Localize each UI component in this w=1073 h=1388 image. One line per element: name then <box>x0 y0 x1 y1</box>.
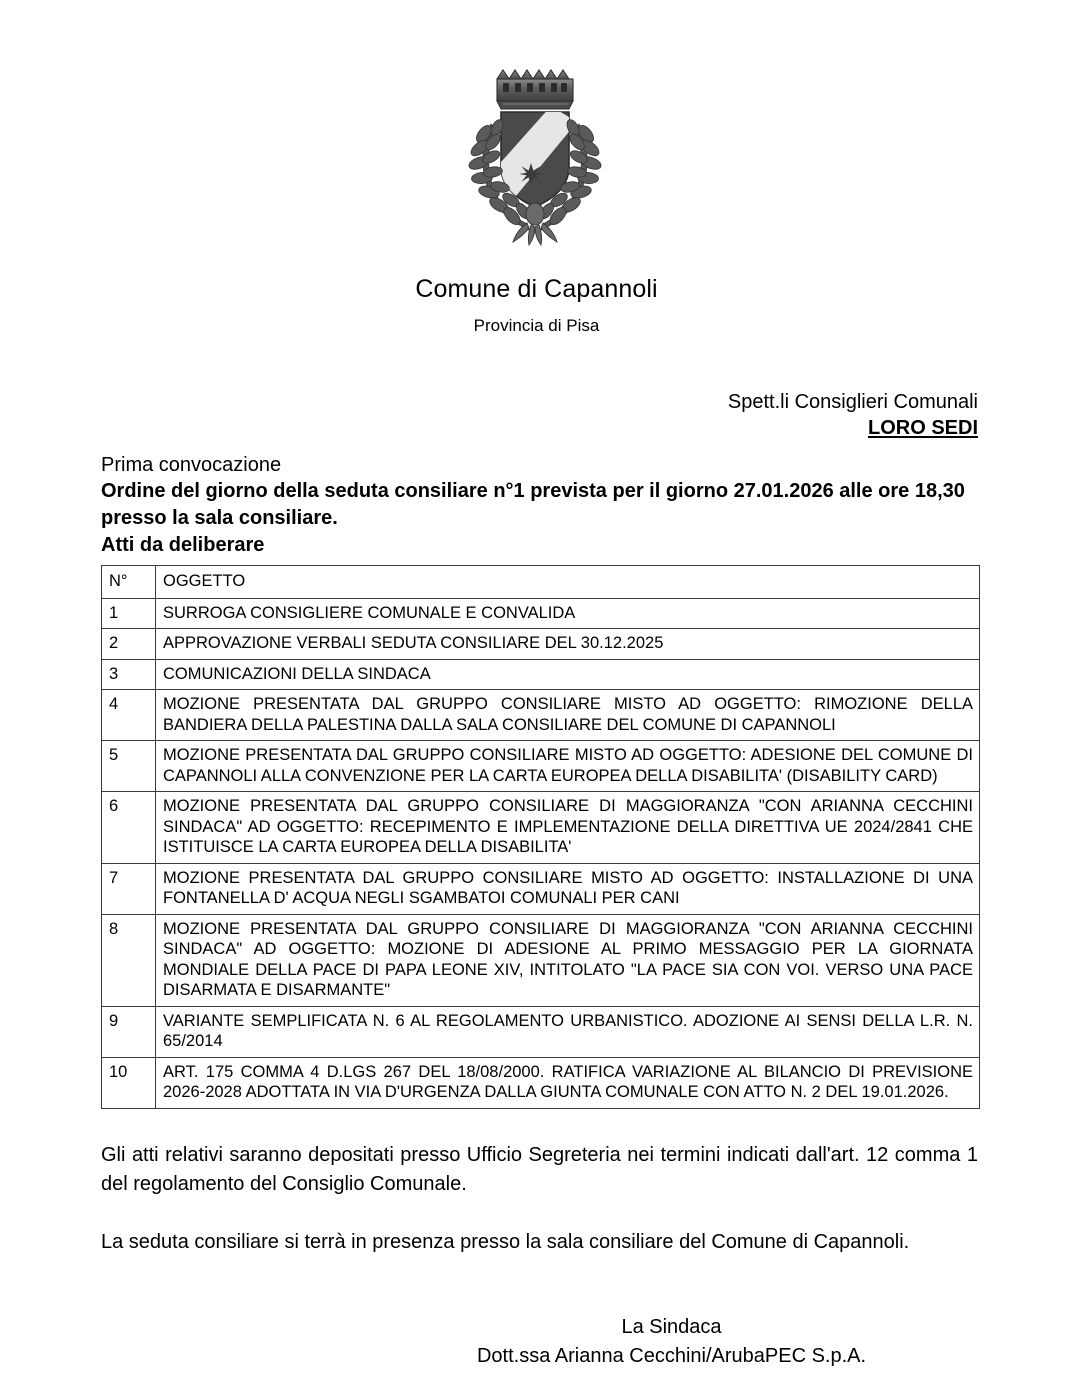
intro-block <box>0 452 1073 559</box>
row-number: 3 <box>102 659 156 690</box>
agenda-table-container <box>0 565 1073 1109</box>
table-row <box>102 598 980 629</box>
table-row <box>102 741 980 792</box>
table-row <box>102 1006 980 1057</box>
row-subject: MOZIONE PRESENTATA DAL GRUPPO CONSILIARE MISTO AD OGGETTO: INSTALLAZIONE DI UNA FONTANELLA D' ACQUA NEGLI SGAMBATOI COMUNALI PER CANI <box>156 863 980 914</box>
agenda-statement: Ordine del giorno della seduta consiliare n°1 prevista per il giorno 27.01.2026 alle ore 18,30 presso la sala consiliare. <box>101 480 965 529</box>
row-number: 10 <box>102 1057 156 1108</box>
row-subject: VARIANTE SEMPLIFICATA N. 6 AL REGOLAMENTO URBANISTICO. ADOZIONE AI SENSI DELLA L.R. N. 65/2014 <box>156 1006 980 1057</box>
letterhead <box>0 0 1073 337</box>
row-subject: APPROVAZIONE VERBALI SEDUTA CONSILIARE DEL 30.12.2025 <box>156 629 980 660</box>
row-subject: SURROGA CONSIGLIERE COMUNALE E CONVALIDA <box>156 598 980 629</box>
table-row <box>102 914 980 1006</box>
header-subject: OGGETTO <box>156 566 980 599</box>
signature-role: La Sindaca <box>621 1315 722 1338</box>
signature-block <box>0 1313 1073 1371</box>
row-subject: MOZIONE PRESENTATA DAL GRUPPO CONSILIARE DI MAGGIORANZA "CON ARIANNA CECCHINI SINDACA" AD OGGETTO: MOZIONE DI ADESIONE AL PRIMO MESSAGGIO PER LA GIORNATA MONDIALE DELLA PACE DI PAPA LEONE XIV, INTITOLATO "LA PACE SIA CON VOI. VERSO UNA PACE DISARMATA E DISARMANTE" <box>156 914 980 1006</box>
row-subject: ART. 175 COMMA 4 D.LGS 267 DEL 18/08/2000. RATIFICA VARIAZIONE AL BILANCIO DI PREVISIONE 2026-2028 ADOTTATA IN VIA D'URGENZA DALLA GIUNTA COMUNALE CON ATTO N. 2 DEL 19.01.2026. <box>156 1057 980 1108</box>
row-number: 7 <box>102 863 156 914</box>
section-heading: Atti da deliberare <box>101 534 265 556</box>
capannoli-coat-of-arms-icon <box>0 62 1073 252</box>
closing-block <box>0 1141 1073 1257</box>
table-row <box>102 863 980 914</box>
province-name: Provincia di Pisa <box>473 316 600 335</box>
table-row <box>102 659 980 690</box>
row-number: 8 <box>102 914 156 1006</box>
addressee-recipients: Spett.li Consiglieri Comunali <box>727 391 978 413</box>
row-number: 6 <box>102 792 156 864</box>
convocation-label: Prima convocazione <box>101 454 282 476</box>
row-number: 5 <box>102 741 156 792</box>
row-number: 4 <box>102 690 156 741</box>
row-number: 1 <box>102 598 156 629</box>
row-number: 9 <box>102 1006 156 1057</box>
table-row <box>102 629 980 660</box>
row-subject: MOZIONE PRESENTATA DAL GRUPPO CONSILIARE DI MAGGIORANZA "CON ARIANNA CECCHINI SINDACA" AD OGGETTO: RECEPIMENTO E IMPLEMENTAZIONE DELLA DIRETTIVA UE 2024/2841 CHE ISTITUISCE LA CARTA EUROPEA DELLA DISABILITA' <box>156 792 980 864</box>
agenda-table-body <box>102 566 980 1109</box>
addressee-location: LORO SEDI <box>867 417 978 439</box>
addressee-block <box>0 389 1073 442</box>
header-number: N° <box>102 566 156 599</box>
organization-name: Comune di Capannoli <box>415 275 658 303</box>
signature-name: Dott.ssa Arianna Cecchini/ArubaPEC S.p.A. <box>476 1344 867 1367</box>
closing-paragraph-deposit: Gli atti relativi saranno depositati presso Ufficio Segreteria nei termini indicati dall'art. 12 comma 1 del regolamento del Consiglio Comunale. <box>101 1143 978 1195</box>
closing-paragraph-venue: La seduta consiliare si terrà in presenza presso la sala consiliare del Comune di Capannoli. <box>101 1230 910 1253</box>
row-subject: COMUNICAZIONI DELLA SINDACA <box>156 659 980 690</box>
agenda-table <box>101 565 980 1109</box>
row-subject: MOZIONE PRESENTATA DAL GRUPPO CONSILIARE MISTO AD OGGETTO: RIMOZIONE DELLA BANDIERA DELLA PALESTINA DALLA SALA CONSILIARE DEL COMUNE DI CAPANNOLI <box>156 690 980 741</box>
row-subject: MOZIONE PRESENTATA DAL GRUPPO CONSILIARE MISTO AD OGGETTO: ADESIONE DEL COMUNE DI CAPANNOLI ALLA CONVENZIONE PER LA CARTA EUROPEA DELLA DISABILITA' (DISABILITY CARD) <box>156 741 980 792</box>
table-header-row <box>102 566 980 599</box>
table-row <box>102 690 980 741</box>
row-number: 2 <box>102 629 156 660</box>
table-row <box>102 792 980 864</box>
table-row <box>102 1057 980 1108</box>
